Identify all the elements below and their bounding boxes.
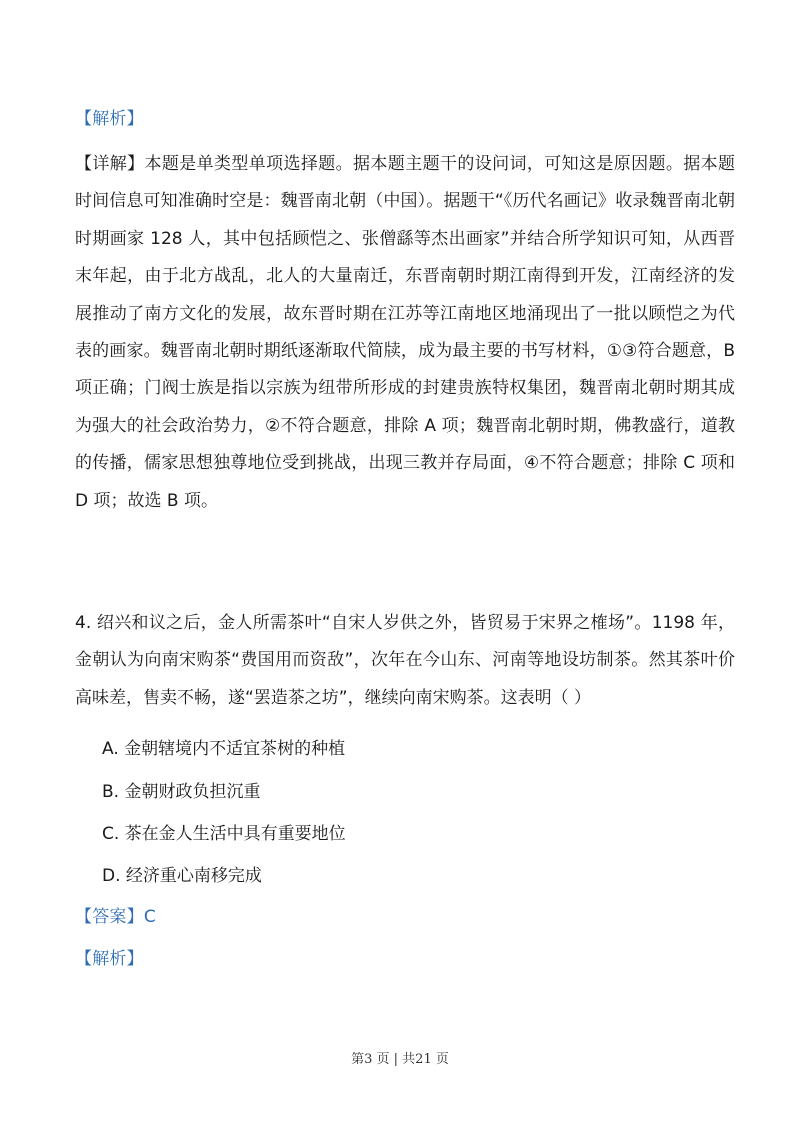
detail-heading: 【详解】 [75, 154, 145, 174]
analysis-heading: 【解析】 [75, 109, 144, 129]
question-stem: 4. 绍兴和议之后，金人所需茶叶“自宋人岁供之外，皆贸易于宋界之榷场”。1198 年，金朝认为向南宋购茶“费国用而资敌”，次年在今山东、河南等地设坊制茶。然其茶叶价高味差，售卖不畅，遂“罢造茶之坊”，继续向南宋购茶。这表明（ ） [75, 613, 735, 708]
answer-line [75, 905, 735, 929]
detail-paragraph [75, 146, 735, 520]
option-a: A. 金朝辖境内不适宜茶树的种植 [102, 739, 346, 759]
answer-value: C [143, 907, 156, 927]
answer-heading: 【答案】 [75, 907, 144, 927]
option-c: C. 茶在金人生活中具有重要地位 [102, 824, 346, 844]
page-footer: 第3 页 | 共21 页 [351, 1052, 449, 1067]
option-b: B. 金朝财政负担沉重 [102, 782, 261, 802]
option-d: D. 经济重心南移完成 [102, 866, 262, 886]
detail-text: 本题是单类型单项选择题。据本题主题干的设问词，可知这是原因题。据本题时间信息可知准确时空是：魏晋南北朝（中国）。据题干“《历代名画记》收录魏晋南北朝时期画家 128 人，其中包括顾恺之、张僧繇等杰出画家”并结合所学知识可知，从西晋末年起，由于北方战乱，北人的大量南迁，东晋南朝时期江南得到开发，江南经济的发展推动了南方文化的发展，故东晋时期在江苏等江南地区地涌现出了一批以顾恺之为代表的画家。魏晋南北朝时期纸逐渐取代简牍，成为最主要的书写材料，①③符合题意，B 项正确；门阀士族是指以宗族为纽带所形成的封建贵族特权集团，魏晋南北朝时期其成为强大的社会政治势力，②不符合题意，排除 A 项；魏晋南北朝时期，佛教盛行，道教的传播，儒家思想独尊地位受到挑战，出现三教并存局面，④不符合题意；排除 C 项和 D 项；故选 B 项。 [75, 154, 736, 511]
analysis-heading-2: 【解析】 [75, 949, 144, 969]
